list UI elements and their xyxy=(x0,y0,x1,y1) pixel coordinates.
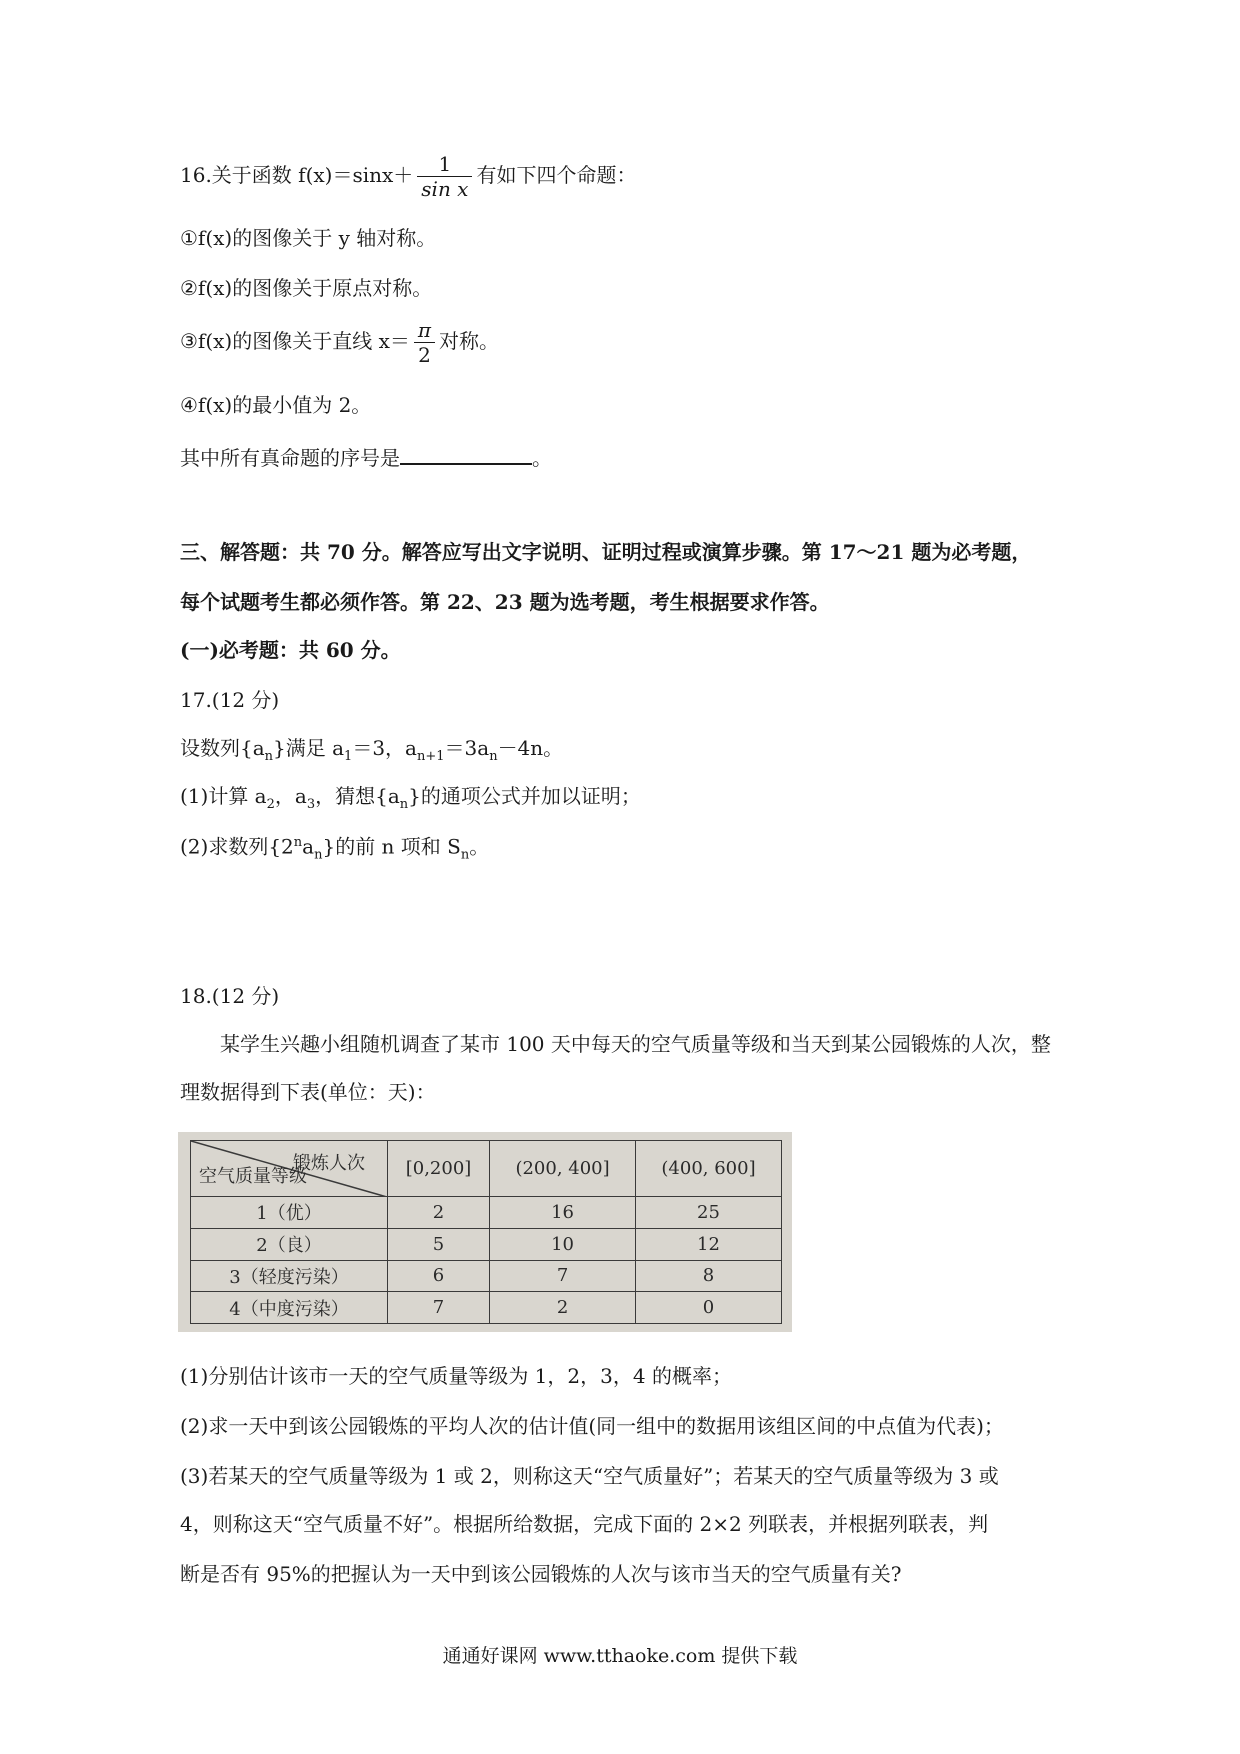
q18-head: 18.(12 分) xyxy=(180,984,280,1008)
table-corner-cell: 锻炼人次 空气质量等级 xyxy=(191,1141,388,1197)
table-cell: 10 xyxy=(490,1228,636,1260)
q17-part-1: (1)计算 $a_2$，$a_3$，猜想$\{a_n\}$的通项公式并加以证明； xyxy=(180,784,641,812)
q18-part-3-line-1: (3)若某天的空气质量等级为 1 或 2，则称这天“空气质量好”；若某天的空气质量等级为 3 或 xyxy=(180,1464,999,1488)
table-cell: 7 xyxy=(388,1292,490,1324)
q16-proposition-2: ②f(x)的图像关于原点对称。 xyxy=(180,276,433,300)
row-label: 1（优） xyxy=(191,1197,388,1229)
q18-part-1: (1)分别估计该市一天的空气质量等级为 1，2，3，4 的概率； xyxy=(180,1364,732,1388)
q18-part-3-line-2: 4，则称这天“空气质量不好”。根据所给数据，完成下面的 2×2 列联表，并根据列联表，判 xyxy=(180,1512,989,1536)
table-col-header: [0,200] xyxy=(388,1141,490,1197)
row-label: 2（良） xyxy=(191,1228,388,1260)
table-cell: 16 xyxy=(490,1197,636,1229)
table-row xyxy=(191,1292,782,1324)
q18-data-table xyxy=(190,1140,782,1324)
page-footer: 通通好课网 www.tthaoke.com 提供下载 xyxy=(442,1645,798,1667)
table-cell: 7 xyxy=(490,1260,636,1292)
table-cell: 0 xyxy=(636,1292,782,1324)
table-cell: 25 xyxy=(636,1197,782,1229)
q16-proposition-1: ①f(x)的图像关于 y 轴对称。 xyxy=(180,226,437,250)
table-col-header: (200, 400] xyxy=(490,1141,636,1197)
table-cell: 2 xyxy=(388,1197,490,1229)
section-3-subheading: (一)必考题：共 60 分。 xyxy=(180,638,401,662)
q18-part-2: (2)求一天中到该公园锻炼的平均人次的估计值(同一组中的数据用该组区间的中点值为代表)； xyxy=(180,1414,1004,1438)
q17-condition: 设数列$\{a_n\}$满足 $a_1=3$，$a_{n+1}=3a_n-4n$。 xyxy=(180,736,564,764)
table-cell: 5 xyxy=(388,1228,490,1260)
q16-question: 其中所有真命题的序号是 。 xyxy=(180,446,552,470)
answer-blank[interactable] xyxy=(400,445,532,465)
section-3-heading-line-1: 三、解答题：共 70 分。解答应写出文字说明、证明过程或演算步骤。第 17～21 题为必考题， xyxy=(180,540,1032,564)
table-row xyxy=(191,1197,782,1229)
table-cell: 12 xyxy=(636,1228,782,1260)
q18-part-3-line-3: 断是否有 95%的把握认为一天中到该公园锻炼的人次与该市当天的空气质量有关? xyxy=(180,1562,902,1586)
row-label: 4（中度污染） xyxy=(191,1292,388,1324)
fraction-pi-over-2: $\frac{\pi}{2}$ xyxy=(414,318,435,367)
q18-table-photo xyxy=(178,1132,792,1332)
table-cell: 8 xyxy=(636,1260,782,1292)
row-label: 3（轻度污染） xyxy=(191,1260,388,1292)
table-col-header: (400, 600] xyxy=(636,1141,782,1197)
fraction-1-over-sinx: $\frac{1}{\text{sin x}}$ xyxy=(417,152,472,201)
q16-stem: 16.关于函数 f(x)＝sinx＋ $\frac{1}{\text{sin x}}$ 有如下四个命题： xyxy=(180,152,637,201)
q18-intro: 某学生兴趣小组随机调查了某市 100 天中每天的空气质量等级和当天到某公园锻炼的人次，整理数据得到下表(单位：天)： xyxy=(180,1032,1051,1104)
table-cell: 6 xyxy=(388,1260,490,1292)
section-3-heading-line-2: 每个试题考生都必须作答。第 22、23 题为选考题，考生根据要求作答。 xyxy=(180,590,830,614)
q17-part-2: (2)求数列$\{2^na_n\}$的前 n 项和 $S_n$。 xyxy=(180,834,490,863)
table-cell: 2 xyxy=(490,1292,636,1324)
q16-proposition-3: ③f(x)的图像关于直线 x＝ $\frac{\pi}{2}$ 对称。 xyxy=(180,318,500,367)
table-row xyxy=(191,1228,782,1260)
q16-proposition-4: ④f(x)的最小值为 2。 xyxy=(180,393,372,417)
table-row xyxy=(191,1260,782,1292)
q17-head: 17.(12 分) xyxy=(180,688,280,712)
